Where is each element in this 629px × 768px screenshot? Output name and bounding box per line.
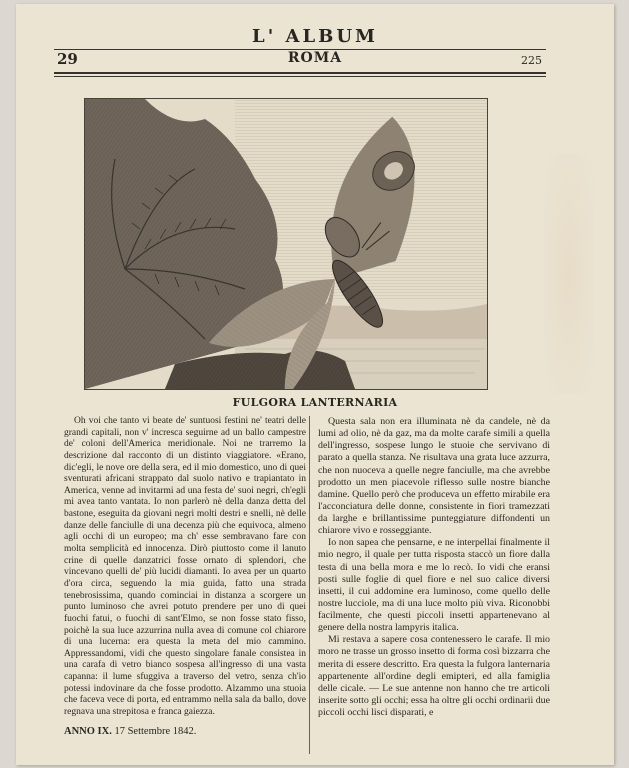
header-rule-bottom (54, 76, 546, 77)
page-number: 225 (521, 54, 542, 67)
article-column-right (318, 416, 550, 719)
column-divider (309, 416, 310, 754)
journal-page (16, 4, 614, 765)
article-column-left (64, 416, 306, 719)
paper-stain (544, 154, 594, 394)
article-paragraph: Mi restava a sapere cosa contenessero le carafe. Il mio moro ne trasse un grosso insetto di forma così bizzarra che merita di essere descritto. Era questa la fulgora lanternaria appartenente all'ordine degli emipteri, ed alla famiglia delle cicale. — Le sue antenne non hanno che tre articoli inserite sotto gli occhi; essa ha oltre gli occhi ordinarii due piccoli occhi lisci disparati, e (318, 634, 550, 718)
issue-number: 29 (57, 50, 78, 68)
engraving-illustration (85, 99, 487, 389)
city-label: ROMA (287, 50, 343, 66)
issue-year: ANNO IX. (64, 726, 112, 737)
fulgora-engraving (84, 98, 488, 390)
masthead-title: L' ALBUM (252, 26, 378, 47)
article-paragraph: Oh voi che tanto vi beate de' suntuosi festini ne' teatri delle grandi capitali, non v' incresca seguirne ad un ballo campestre de' coloni dell'America meridionale. Noi ne trarremo la descrizione dal racconto di un distinto viaggiatore. «Erano, dic'egli, le nove ore della sera, ed il mio domestico, uno di quei sventurati africani strappato dal suolo nativo e trapiantato in America, venne ad invitarmi ad una festa de' suoi negri, ch'egli mi avea tanto vantata. Io non parlerò nè della danza detta del bastone, eseguita da giovani negri molti destri e snelli, nè delle danze delle fanciulle di una decenza più che equivoca, almeno agli occhi di un europeo; ma ch' esse sembravano fare con molta semplicità ed innocenza. Dirò piuttosto come il lanuto crine di quelle danzatrici fosse ornato di splendori, che vincevano quelli de' più lucidi diamanti. Io avea per un quarto d'ora circa, seguendo la mia guida, fatto una strada tenebrosissima, quando cominciai in distanza a scorgere un punto luminoso che avrei potuto prendere per uno di quei fuochi fatui, o fuochi di sant'Elmo, se non fosse stato fisso, poichè la sua luce azzurrina nulla avea di comune col chiarore di una lucerna: era questa la meta del mio cammino. Appressandomi, vidi che questo singolare fanale consistea in una carafa di vetro bianco sospesa all'ingresso di una vasta capanna: il lume sfuggiva a traverso del vetro, senza ch'io potessi indovinare da che fosse prodotto. Alzammo una stuoia che faceva vece di porta, ed entrammo nella sala da ballo, dove regnava una strepitosa e franca gaiezza. (64, 416, 306, 718)
issue-date: 17 Settembre 1842. (114, 726, 197, 737)
article-paragraph: Io non sapea che pensarne, e ne interpellai finalmente il mio negro, il quale per tutta risposta staccò un fiore dalla testa di una bella mora e me lo recò. Io vidi che eransi posti sulle foglie di quel fiore e nel suo calice diversi insetti, il cui addomine era luminoso, come quello delle nostre lucciole, ma di una luce molto più viva. Riconobbi facilmente, che questi piccoli insetti appartenevano al genere della nostra lampyris italica. (318, 537, 550, 634)
illustration-caption: FULGORA LANTERNARIA (232, 396, 398, 409)
issue-footer (64, 726, 304, 737)
header-rule-thick (54, 72, 546, 74)
article-paragraph: Questa sala non era illuminata nè da candele, nè da lumi ad olio, nè da gaz, ma da molte carafe simili a quella dell'ingresso, sospese lungo le stuoie che servivano di parato a quella stanza. Ne risultava una grata luce azzurra, che non nuoceva a quelle negre fanciulle, ma che avrebbe prodotto un men piacevole riflesso sulle nostre bianche damine. Quello però che produceva un effetto mirabile era l'acconciatura delle donne, consistente in fiori tramezzati da larghe e brillantissime punteggiature diffondenti un chiarore vivo e rosseggiante. (318, 416, 550, 537)
